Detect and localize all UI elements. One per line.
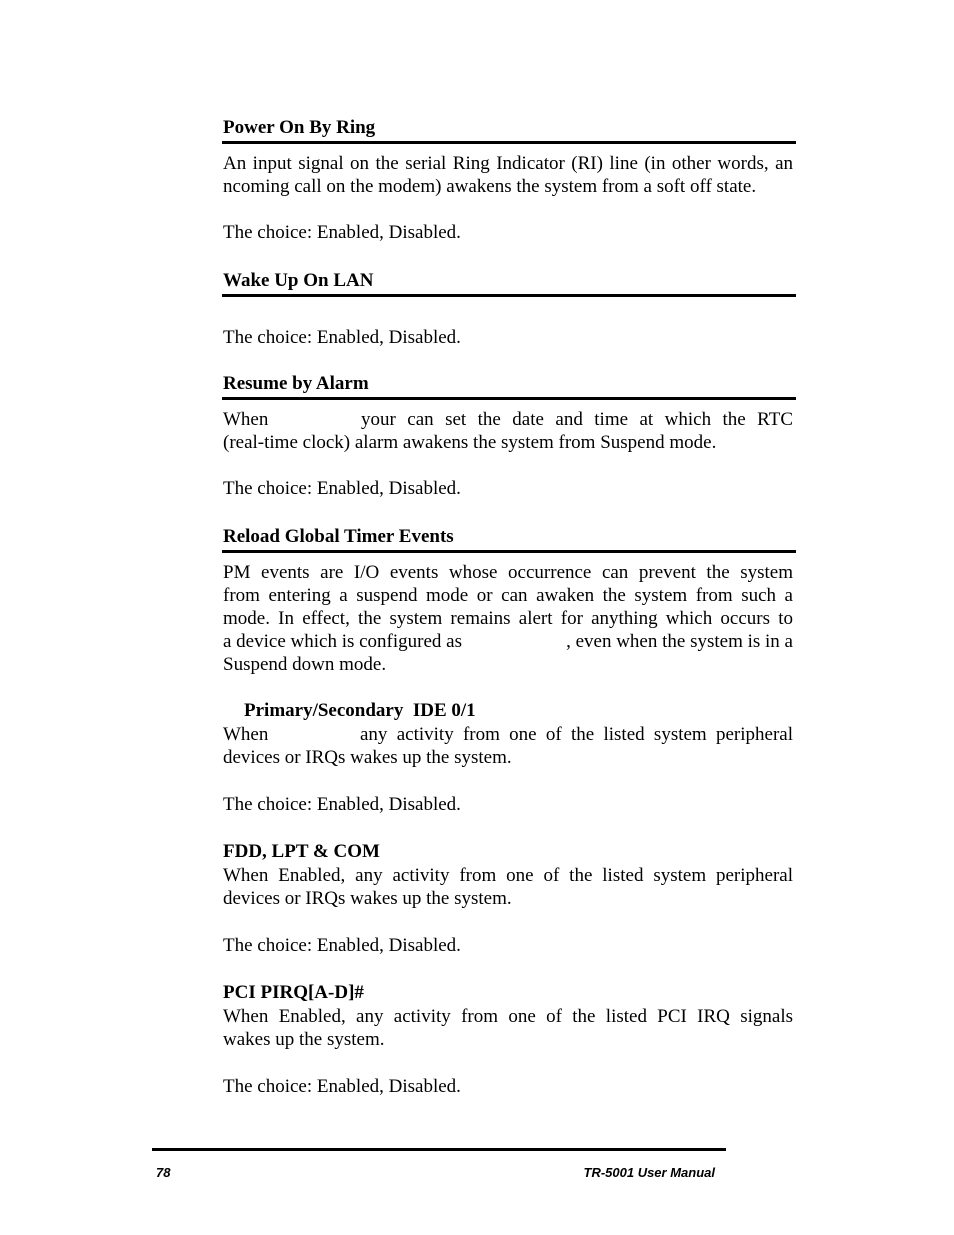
choice-text: The choice: Enabled, Disabled. — [223, 794, 461, 815]
choice-text: The choice: Enabled, Disabled. — [223, 935, 461, 956]
paragraph-primary-secondary-ide — [223, 723, 793, 769]
paragraph-text: , even when the system is in a — [566, 631, 793, 652]
heading-rule — [222, 294, 796, 297]
section-heading-power-on-by-ring: Power On By Ring — [223, 117, 376, 138]
paragraph-line: wakes up the system. — [223, 1029, 385, 1050]
choice-text: The choice: Enabled, Disabled. — [223, 327, 461, 348]
paragraph-word: When — [223, 409, 269, 430]
paragraph-line — [223, 630, 793, 653]
heading-rule — [222, 141, 796, 144]
paragraph-line: devices or IRQs wakes up the system. — [223, 747, 512, 768]
paragraph-line: (real-time clock) alarm awakens the system from Suspend mode. — [223, 432, 717, 453]
paragraph-text: any activity from one of the listed system peripheral — [360, 724, 793, 745]
choice-text: The choice: Enabled, Disabled. — [223, 478, 461, 499]
paragraph-resume-by-alarm — [223, 408, 793, 454]
choice-text: The choice: Enabled, Disabled. — [223, 222, 461, 243]
paragraph-line: PM events are I/O events whose occurrence can prevent the system — [223, 562, 793, 583]
section-heading-primary-secondary-ide: Primary/Secondary IDE 0/1 — [244, 700, 476, 721]
paragraph-word: When — [223, 724, 269, 745]
paragraph-line: Suspend down mode. — [223, 654, 387, 675]
paragraph-line: An input signal on the serial Ring Indicator (RI) line (in other words, an — [223, 153, 793, 174]
paragraph-line: ncoming call on the modem) awakens the system from a soft off state. — [223, 176, 757, 197]
paragraph-reload-global-timer-events — [223, 561, 793, 676]
paragraph-line: from entering a suspend mode or can awaken the system from such a — [223, 585, 793, 606]
section-heading-resume-by-alarm: Resume by Alarm — [223, 373, 369, 394]
paragraph-text: your can set the date and time at which the RTC — [361, 409, 793, 430]
footer-rule — [152, 1148, 726, 1151]
paragraph-line: When Enabled, any activity from one of the listed system peripheral — [223, 865, 793, 886]
paragraph-line: When Enabled, any activity from one of the listed PCI IRQ signals — [223, 1006, 793, 1027]
heading-rule — [222, 397, 796, 400]
section-heading-pci-pirq: PCI PIRQ[A-D]# — [223, 982, 364, 1003]
section-heading-wake-up-on-lan: Wake Up On LAN — [223, 270, 374, 291]
paragraph-fdd-lpt-com — [223, 864, 793, 910]
paragraph-line: mode. In effect, the system remains alert for anything which occurs to — [223, 608, 793, 629]
section-heading-fdd-lpt-com: FDD, LPT & COM — [223, 841, 380, 862]
section-heading-reload-global-timer-events: Reload Global Timer Events — [223, 526, 454, 547]
manual-title: TR-5001 User Manual — [583, 1165, 715, 1180]
paragraph-power-on-by-ring — [223, 152, 793, 198]
paragraph-line: devices or IRQs wakes up the system. — [223, 888, 512, 909]
paragraph-text: a device which is configured as — [223, 631, 462, 652]
paragraph-line — [223, 408, 793, 431]
page-number: 78 — [156, 1165, 171, 1180]
paragraph-pci-pirq — [223, 1005, 793, 1051]
paragraph-line — [223, 723, 793, 746]
choice-text: The choice: Enabled, Disabled. — [223, 1076, 461, 1097]
heading-rule — [222, 550, 796, 553]
